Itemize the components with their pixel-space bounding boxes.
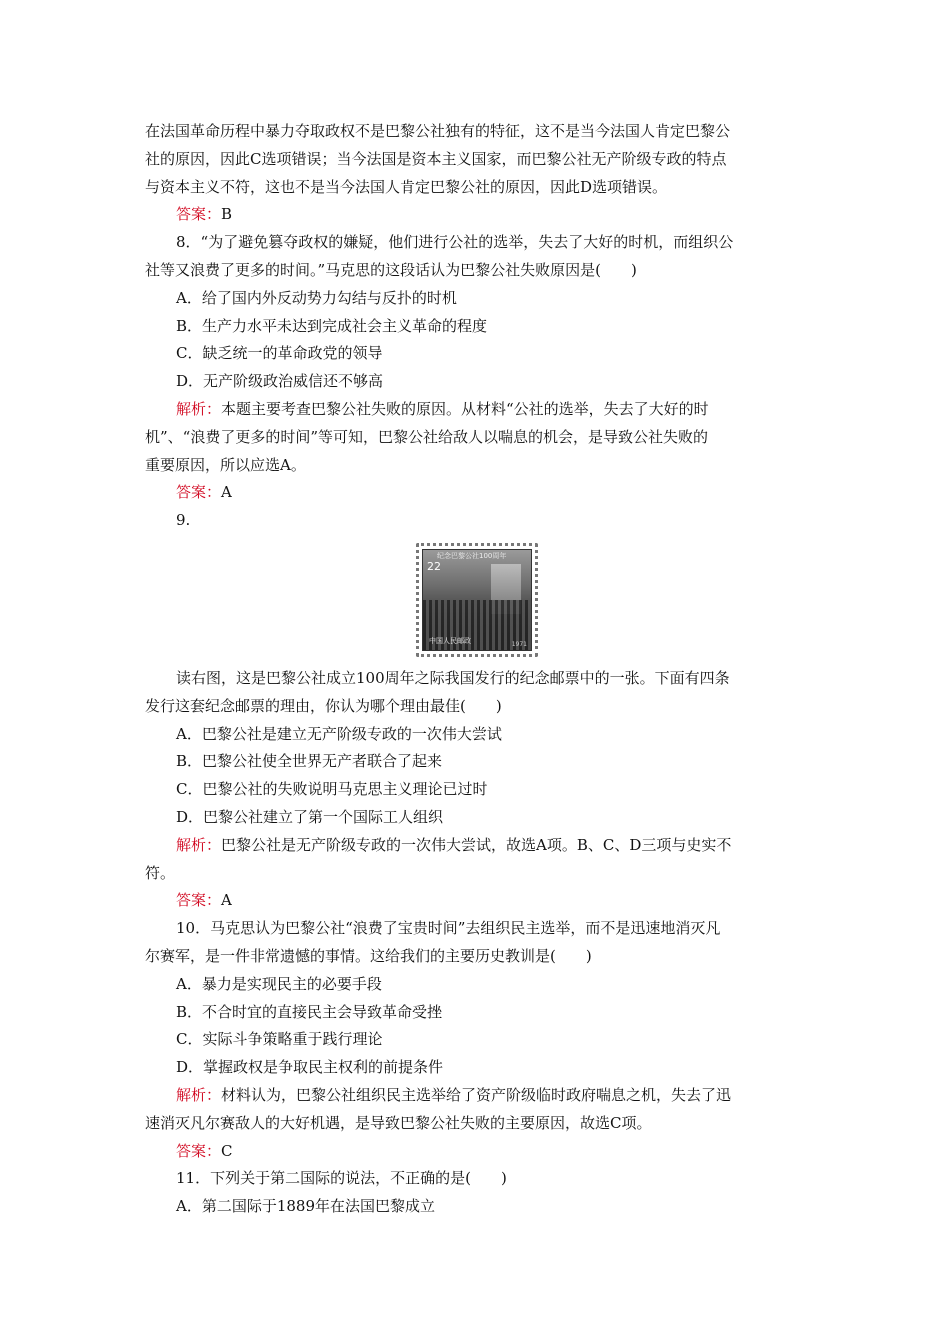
analysis-label: 解析： (176, 399, 222, 418)
q8-stem-cont: 社等又浪费了更多的时间。”马克思的这段话认为巴黎公社失败原因是( ) (145, 260, 637, 279)
q11-stem: 11．下列关于第二国际的说法，不正确的是( ) (176, 1169, 507, 1188)
q9-analysis-cont: 符。 (145, 863, 176, 882)
q8-analysis-cont: 机”、“浪费了更多的时间”等可知，巴黎公社给敌人以喘息的机会，是导致公社失败的 (145, 427, 709, 446)
q9-analysis: 解析：巴黎公社是无产阶级专政的一次伟大尝试，故选A项。B、C、D三项与史实不 (176, 835, 732, 854)
q10-option-c: C．实际斗争策略重于践行理论 (176, 1030, 383, 1049)
q10-option-b: B．不合时宜的直接民主会导致革命受挫 (176, 1002, 443, 1021)
q9-number: 9. (176, 511, 191, 530)
q9-option-d: D．巴黎公社建立了第一个国际工人组织 (176, 807, 444, 826)
q10-analysis: 解析：材料认为，巴黎公社组织民主选举给了资产阶级临时政府喘息之机，失去了迅 (176, 1085, 732, 1104)
q7-answer: 答案：B (176, 205, 233, 224)
q8-option-d: D．无产阶级政治威信还不够高 (176, 372, 384, 391)
q8-option-a: A．给了国内外反动势力勾结与反扑的时机 (176, 288, 457, 307)
q10-stem: 10．马克思认为巴黎公社“浪费了宝贵时间”去组织民主选举，而不是迅速地消灭凡 (176, 919, 721, 938)
stamp-value: 22 (427, 559, 441, 573)
q10-option-a: A．暴力是实现民主的必要手段 (176, 974, 382, 993)
q8-option-b: B．生产力水平未达到完成社会主义革命的程度 (176, 316, 488, 335)
q11-option-a: A．第二国际于1889年在法国巴黎成立 (176, 1197, 436, 1216)
stamp-title: 纪念巴黎公社100周年 (437, 551, 507, 560)
stamp-footer: 中国人民邮政 (429, 636, 471, 645)
answer-label: 答案： (176, 1141, 222, 1160)
q8-option-c: C．缺乏统一的革命政党的领导 (176, 344, 383, 363)
document-page (145, 118, 810, 1221)
q10-stem-cont: 尔赛军，是一件非常遗憾的事情。这给我们的主要历史教训是( ) (145, 946, 592, 965)
text-line: 与资本主义不符，这也不是当今法国人肯定巴黎公社的原因，因此D选项错误。 (145, 177, 668, 196)
answer-label: 答案： (176, 205, 222, 224)
q8-analysis: 解析：本题主要考查巴黎公社失败的原因。从材料“公社的选举，失去了大好的时 (176, 399, 709, 418)
analysis-label: 解析： (176, 1085, 222, 1104)
stamp-figure (145, 535, 810, 665)
stamp-year: 1971 (511, 640, 527, 648)
analysis-label: 解析： (176, 835, 222, 854)
q9-stem-cont: 发行这套纪念邮票的理由，你认为哪个理由最佳( ) (145, 696, 502, 715)
text-line: 在法国革命历程中暴力夺取政权不是巴黎公社独有的特征，这不是当今法国人肯定巴黎公 (145, 122, 731, 140)
q9-option-a: A．巴黎公社是建立无产阶级专政的一次伟大尝试 (176, 724, 502, 743)
q10-analysis-cont: 速消灭凡尔赛敌人的大好机遇，是导致巴黎公社失败的主要原因，故选C项。 (145, 1113, 652, 1132)
q8-answer: 答案：A (176, 483, 232, 502)
q9-answer: 答案：A (176, 891, 232, 910)
answer-label: 答案： (176, 483, 222, 502)
commemorative-stamp (416, 543, 538, 657)
stamp-image (422, 549, 532, 651)
q10-answer: 答案：C (176, 1141, 233, 1160)
q9-stem: 读右图，这是巴黎公社成立100周年之际我国发行的纪念邮票中的一张。下面有四条 (176, 668, 730, 687)
q8-analysis-cont: 重要原因，所以应选A。 (145, 455, 306, 474)
q10-option-d: D．掌握政权是争取民主权利的前提条件 (176, 1058, 444, 1077)
q8-stem: 8．“为了避免篡夺政权的嫌疑，他们进行公社的选举，失去了大好的时机，而组织公 (176, 233, 734, 252)
answer-label: 答案： (176, 891, 222, 910)
q9-option-b: B．巴黎公社使全世界无产者联合了起来 (176, 752, 443, 771)
text-line: 社的原因，因此C选项错误；当今法国是资本主义国家，而巴黎公社无产阶级专政的特点 (145, 149, 727, 168)
q9-option-c: C．巴黎公社的失败说明马克思主义理论已过时 (176, 780, 488, 799)
